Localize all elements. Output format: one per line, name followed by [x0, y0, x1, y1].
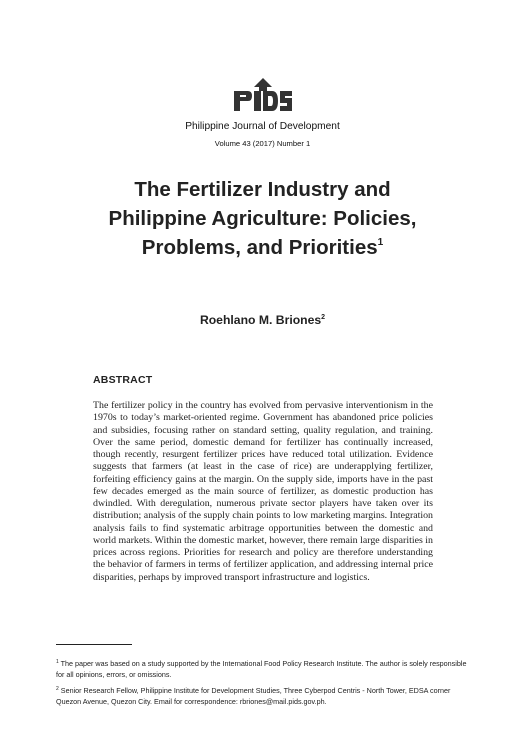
footnote-2-mark: 2: [56, 686, 59, 692]
footnote-divider: [56, 644, 132, 645]
footnote-2-text: Senior Research Fellow, Philippine Institute for Development Studies, Three Cyberpod Centris - North Tower, EDSA corner Quezon Avenue, Quezon City. Email for correspondence: rbriones@mail.pids.gov.ph.: [56, 686, 451, 706]
journal-name: Philippine Journal of Development: [185, 121, 340, 132]
footnote-1-text: The paper was based on a study supported by the International Food Policy Research Institute. The author is solely responsible for all opinions, errors, or omissions.: [56, 659, 467, 679]
author-name-text: Roehlano M. Briones: [199, 313, 322, 327]
article-title: [40, 175, 485, 262]
author-name: [0, 313, 525, 327]
volume-info: Volume 43 (2017) Number 1: [214, 139, 311, 148]
title-line-2: Philippine Agriculture: Policies,: [108, 207, 417, 230]
abstract-body: The fertilizer policy in the country has evolved from pervasive interventionism in the 1970s to today’s market-oriented regime. Government has abandoned price policies and subsidies, focusing rather on standard setting, quality regulation, and training. Over the same period, domestic demand for fertilizer has continually increased, though recently, resurgent fertilizer prices have reduced total utilization. Evidence suggests that farmers (at least in the case of rice) are underapplying fertilizer, forfeiting efficiency gains at the margin. On the supply side, imports have in the past few decades emerged as the main source of fertilizer, as domestic production has dwindled. With deregulation, numerous private sector players have taken over its distribution; analysis of the supply chain points to low marketing margins. Integration analysis fails to find systematic arbitrage opportunities between the domestic and world markets. Within the domestic market, however, there remain large disparities in prices across regions. Priorities for research and policy are therefore understanding the behavior of farmers in terms of fertilizer application, and addressing internal price disparities, perhaps by improved transport infrastructure and logistics.: [93, 400, 433, 583]
title-footnote-mark: 1: [377, 237, 384, 248]
pids-logo: [232, 78, 294, 112]
author-footnote-mark: 2: [321, 314, 326, 321]
footnote-2: [56, 685, 470, 707]
title-line-3: [40, 233, 485, 262]
abstract-heading: ABSTRACT: [93, 374, 153, 386]
footnote-1-mark: 1: [56, 659, 59, 665]
title-line-3-text: Problems, and Priorities: [141, 236, 378, 259]
title-line-1: The Fertilizer Industry and: [134, 178, 391, 201]
footnote-1: [56, 658, 470, 680]
